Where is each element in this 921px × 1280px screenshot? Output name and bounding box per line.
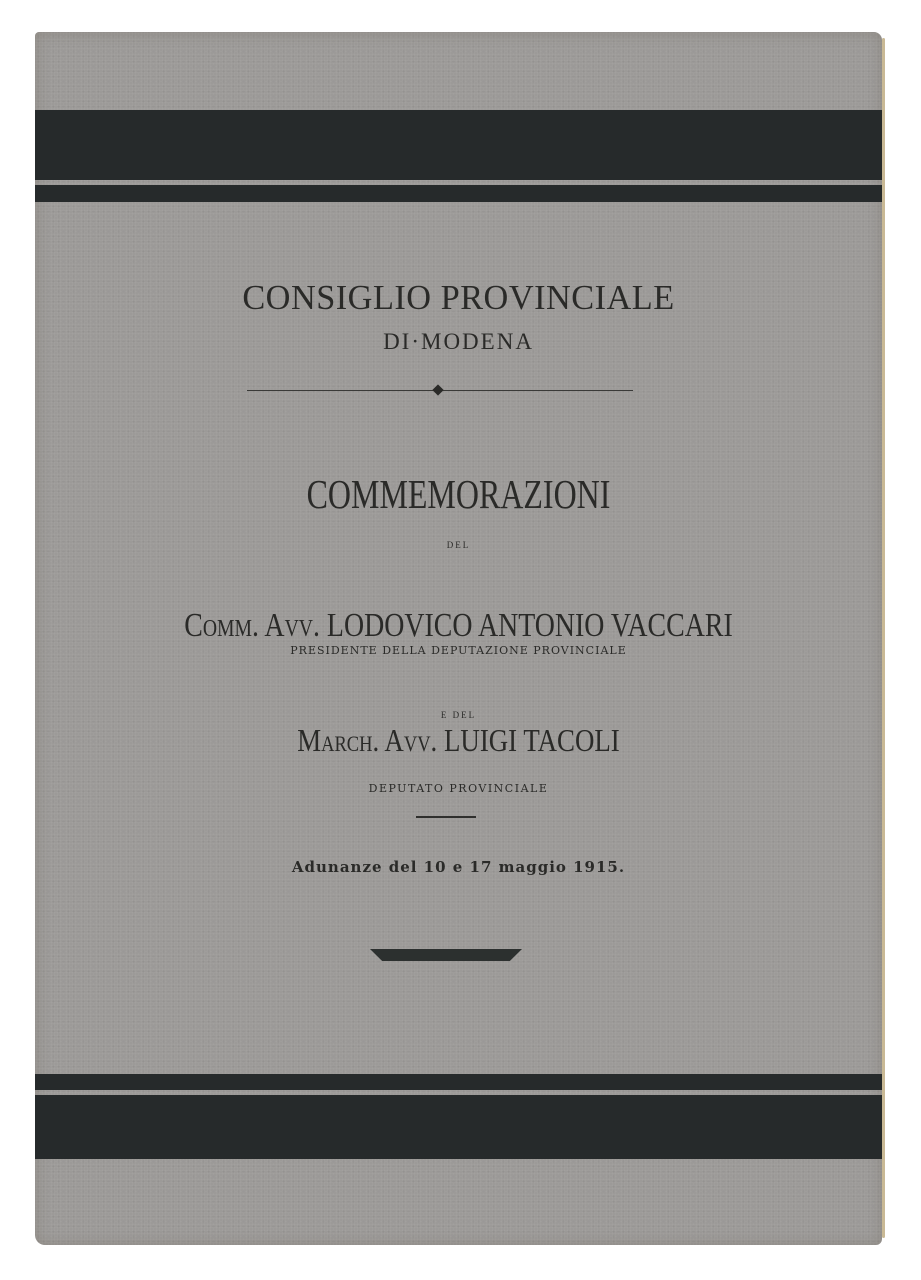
connector-del: DEL: [446, 540, 471, 550]
person-2-line: [103, 722, 814, 759]
top-thin-band: [35, 185, 882, 202]
tapered-bar-ornament-icon: [370, 949, 522, 961]
council-heading: CONSIGLIO PROVINCIALE: [242, 278, 675, 317]
meeting-dates: Adunanze del 10 e 17 maggio 1915.: [291, 858, 626, 876]
person-1-prefix: Comm. Avv.: [184, 607, 320, 644]
diamond-ornament-icon: [432, 384, 443, 395]
person-1-name: LODOVICO ANTONIO VACCARI: [326, 607, 733, 644]
connector-e-del: E DEL: [440, 710, 477, 720]
person-2-prefix: March. Avv.: [297, 722, 438, 758]
person-2-name: LUIGI TACOLI: [443, 722, 620, 758]
person-1-line: [111, 607, 806, 645]
top-thick-band: [35, 110, 882, 180]
diamond-rule-divider: [247, 390, 633, 391]
bottom-thick-band: [35, 1095, 882, 1159]
bottom-thin-band: [35, 1074, 882, 1090]
main-title: COMMEMORAZIONI: [306, 471, 611, 517]
city-subheading: DI·MODENA: [383, 329, 534, 354]
person-1-role: PRESIDENTE DELLA DEPUTAZIONE PROVINCIALE: [290, 644, 627, 657]
pamphlet-cover: [35, 32, 882, 1245]
short-rule-divider: [416, 816, 476, 818]
person-2-role: DEPUTATO PROVINCIALE: [368, 782, 549, 795]
